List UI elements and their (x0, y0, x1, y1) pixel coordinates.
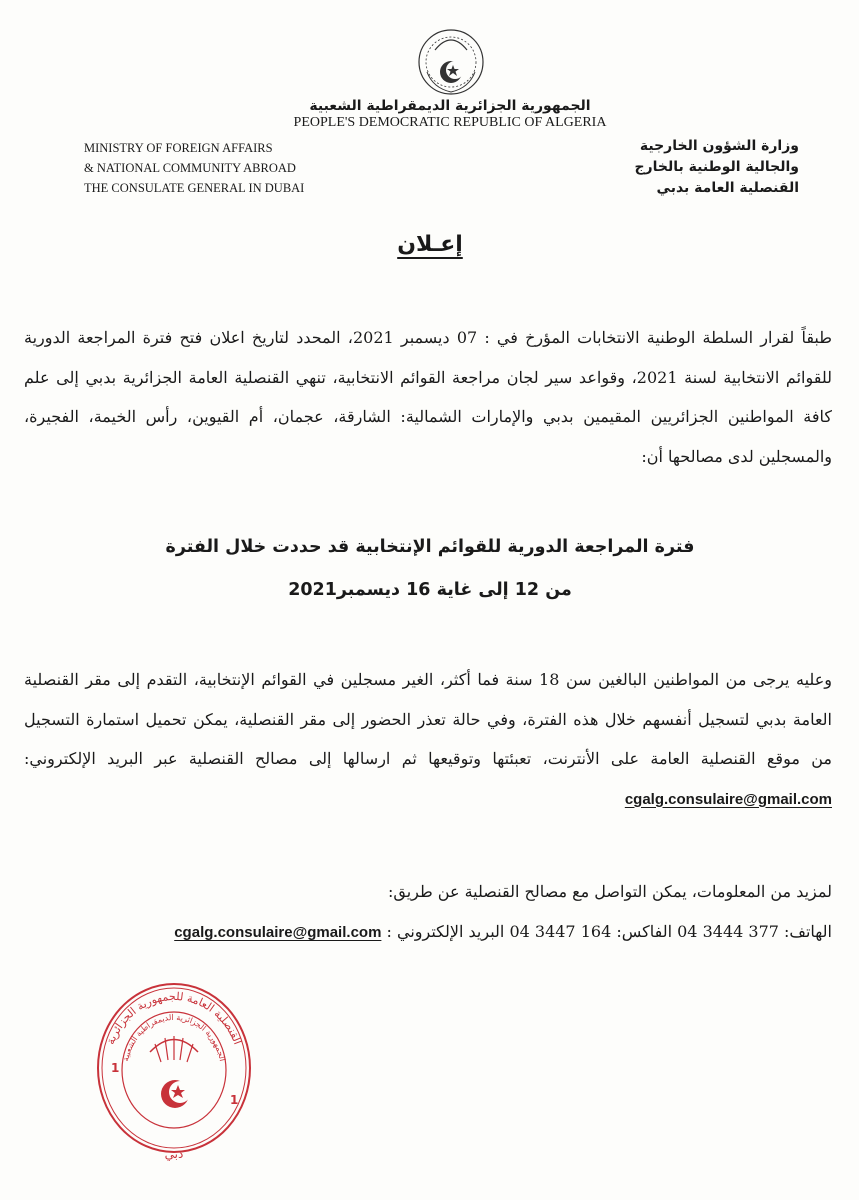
review-period-dates: من 12 إلى غاية 16 ديسمبر2021 (288, 580, 572, 600)
stamp-city: دبي (164, 1147, 184, 1161)
ministry-line: MINISTRY OF FOREIGN AFFAIRS (84, 141, 273, 155)
consulate-line: القنصلية العامة بدبي (656, 180, 799, 196)
intro-paragraph: طبقاً لقرار السلطة الوطنية الانتخابات المؤرخ في : 07 ديسمبر 2021، المحدد لتاريخ اعلان فتح فترة المراجعة الدورية للقوائم الانتخابية لسنة 2021، وقواعد سير لجان مراجعة القوائم الانتخابية، تنهي القنصلية العامة الجزائرية بدبي إلى علم كافة المواطنين الجزائريين المقيمين بدبي والإمارات الشمالية: الشارقة، عجمان، أم القيوين، رأس الخيمة، الفجيرة، والمسجلين لدى مصالحها أن: (24, 328, 832, 466)
ministry-line: & NATIONAL COMMUNITY ABROAD (84, 161, 296, 175)
contact-phone-fax: الهاتف: 377 3444 04 الفاكس: 164 3447 04 البريد الإلكتروني : (386, 922, 832, 941)
ministry-line: والجالية الوطنية بالخارج (634, 159, 799, 175)
stamp-number-left: 1 (111, 1061, 120, 1075)
consulate-stamp (95, 972, 253, 1168)
registration-text: وعليه يرجى من المواطنين البالغين سن 18 سنة فما أكثر، الغير مسجلين في القوائم الإنتخابية، التقدم إلى مقر القنصلية العامة بدبي لتسجيل أنفسهم خلال هذه الفترة، وفي حالة تعذر الحضور إلى مقر القنصلية، يمكن تحميل استمارة التسجيل من موقع القنصلية العامة على الأنترنت، تعبئتها وتوقيعها ثم ارسالها إلى مصالح القنصلية عبر البريد الإلكتروني: (24, 670, 832, 768)
announcement-title: إعـلان (397, 232, 463, 257)
ministry-arabic-block (559, 136, 799, 199)
stamp-number-right: 1 (230, 1093, 239, 1107)
email-link[interactable]: cgalg.consulaire@gmail.com (624, 790, 832, 808)
ministry-english-block (84, 138, 344, 198)
algeria-emblem-icon (413, 22, 489, 98)
email-link[interactable]: cgalg.consulaire@gmail.com (174, 924, 382, 941)
contact-intro: لمزيد من المعلومات، يمكن التواصل مع مصالح القنصلية عن طريق: (387, 882, 832, 901)
stamp-inner-text: الجمهورية الجزائرية الديمقراطية الشعبية (121, 1012, 227, 1063)
contact-details (24, 912, 832, 953)
stamp-outer-text: القنصلية العامة للجمهورية الجزائرية (103, 989, 245, 1047)
ministry-line: وزارة الشؤون الخارجية (639, 138, 799, 154)
stamp-emblem-icon (150, 1036, 198, 1108)
contact-paragraph (24, 872, 832, 953)
review-period-heading: فترة المراجعة الدورية للقوائم الإنتخابية قد حددت خلال الفترة (165, 537, 695, 557)
republic-name-english: PEOPLE'S DEMOCRATIC REPUBLIC OF ALGERIA (293, 115, 607, 130)
republic-name-arabic: الجمهورية الجزائرية الديمقراطية الشعبية (309, 98, 591, 114)
registration-paragraph (24, 660, 832, 819)
consulate-line: THE CONSULATE GENERAL IN DUBAI (84, 181, 305, 195)
